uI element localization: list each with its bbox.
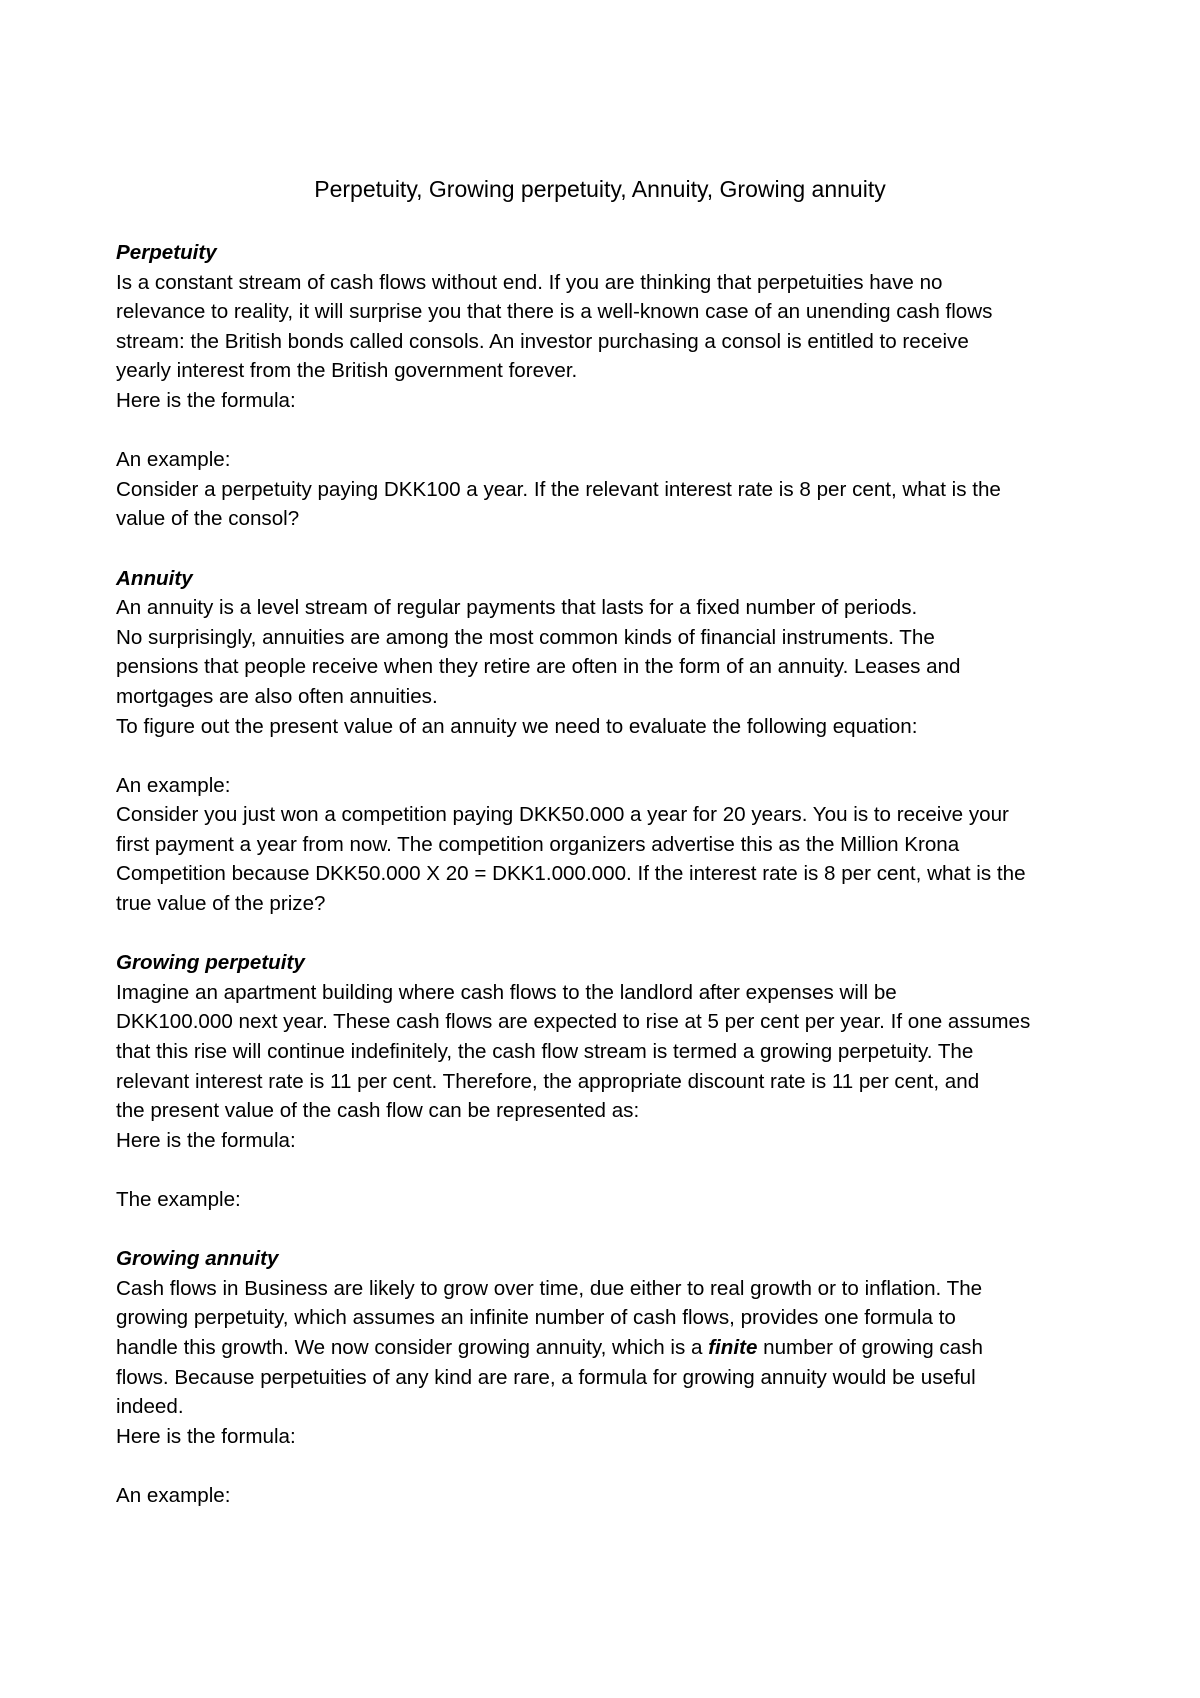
- example-label: An example:: [116, 1483, 231, 1507]
- paragraph-line: DKK100.000 next year. These cash flows are expected to rise at 5 per cent per year. If one assumes: [116, 1010, 1031, 1034]
- blank-line: [116, 919, 1096, 949]
- paragraph-line-with-emphasis: [116, 1333, 1096, 1363]
- paragraph-line: Is a constant stream of cash flows without end. If you are thinking that perpetuities have no: [116, 270, 943, 294]
- example-label: An example:: [116, 773, 231, 797]
- paragraph-line: Consider a perpetuity paying DKK100 a year. If the relevant interest rate is 8 per cent, what is the: [116, 477, 1001, 501]
- example-label: The example:: [116, 1188, 241, 1211]
- paragraph-line: To figure out the present value of an annuity we need to evaluate the following equation:: [116, 714, 918, 738]
- paragraph-line: growing perpetuity, which assumes an infinite number of cash flows, provides one formula to: [116, 1306, 956, 1330]
- blank-line: [116, 1215, 1096, 1245]
- page-title: Perpetuity, Growing perpetuity, Annuity, Growing annuity: [314, 176, 886, 202]
- section-perpetuity: [116, 238, 1096, 564]
- paragraph-line: first payment a year from now. The competition organizers advertise this as the Million Krona: [116, 832, 960, 856]
- paragraph-line: mortgages are also often annuities.: [116, 684, 438, 708]
- paragraph-line: relevance to reality, it will surprise you that there is a well-known case of an unending cash flows: [116, 300, 993, 324]
- paragraph-line: true value of the prize?: [116, 892, 326, 916]
- paragraph-line: Cash flows in Business are likely to grow over time, due either to real growth or to inflation. The: [116, 1276, 983, 1300]
- blank-line: [116, 416, 1096, 446]
- text-segment: handle this growth. We now consider growing annuity, which is a: [116, 1335, 709, 1359]
- text-segment: number of growing cash: [757, 1335, 983, 1359]
- blank-line: [116, 534, 1096, 564]
- paragraph-line: Imagine an apartment building where cash flows to the landlord after expenses will be: [116, 980, 897, 1004]
- paragraph-line: Here is the formula:: [116, 1424, 296, 1448]
- paragraph-line: Consider you just won a competition paying DKK50.000 a year for 20 years. You is to receive your: [116, 803, 1009, 827]
- paragraph-line: relevant interest rate is 11 per cent. Therefore, the appropriate discount rate is 11 per cent, and: [116, 1069, 980, 1093]
- section-heading: Growing perpetuity: [116, 951, 305, 975]
- paragraph-line: pensions that people receive when they retire are often in the form of an annuity. Leases and: [116, 655, 961, 679]
- example-label: An example:: [116, 448, 231, 472]
- document-body: [116, 238, 1096, 1511]
- section-growing-perpetuity: [116, 948, 1096, 1244]
- paragraph-line: Competition because DKK50.000 X 20 = DKK1.000.000. If the interest rate is 8 per cent, what is the: [116, 862, 1026, 886]
- paragraph-line: indeed.: [116, 1395, 184, 1419]
- paragraph-line: No surprisingly, annuities are among the most common kinds of financial instruments. The: [116, 625, 935, 649]
- blank-line: [116, 1451, 1096, 1481]
- paragraph-line: flows. Because perpetuities of any kind are rare, a formula for growing annuity would be useful: [116, 1365, 976, 1389]
- paragraph-line: the present value of the cash flow can be represented as:: [116, 1099, 640, 1123]
- paragraph-line: Here is the formula:: [116, 388, 296, 412]
- paragraph-line: An annuity is a level stream of regular payments that lasts for a fixed number of periods.: [116, 596, 918, 620]
- paragraph-line: value of the consol?: [116, 507, 300, 531]
- emphasized-word: finite: [708, 1335, 758, 1359]
- paragraph-line: that this rise will continue indefinitely, the cash flow stream is termed a growing perpetuity. The: [116, 1040, 974, 1064]
- blank-line: [116, 741, 1096, 771]
- section-heading: Perpetuity: [116, 241, 217, 264]
- section-heading: Annuity: [116, 566, 193, 590]
- section-heading: Growing annuity: [116, 1247, 279, 1271]
- paragraph-line: stream: the British bonds called consols. An investor purchasing a consol is entitled to receive: [116, 329, 969, 353]
- section-annuity: [116, 564, 1096, 949]
- blank-line: [116, 1155, 1096, 1185]
- paragraph-line: yearly interest from the British government forever.: [116, 359, 578, 383]
- paragraph-line: Here is the formula:: [116, 1128, 296, 1152]
- section-growing-annuity: [116, 1244, 1096, 1510]
